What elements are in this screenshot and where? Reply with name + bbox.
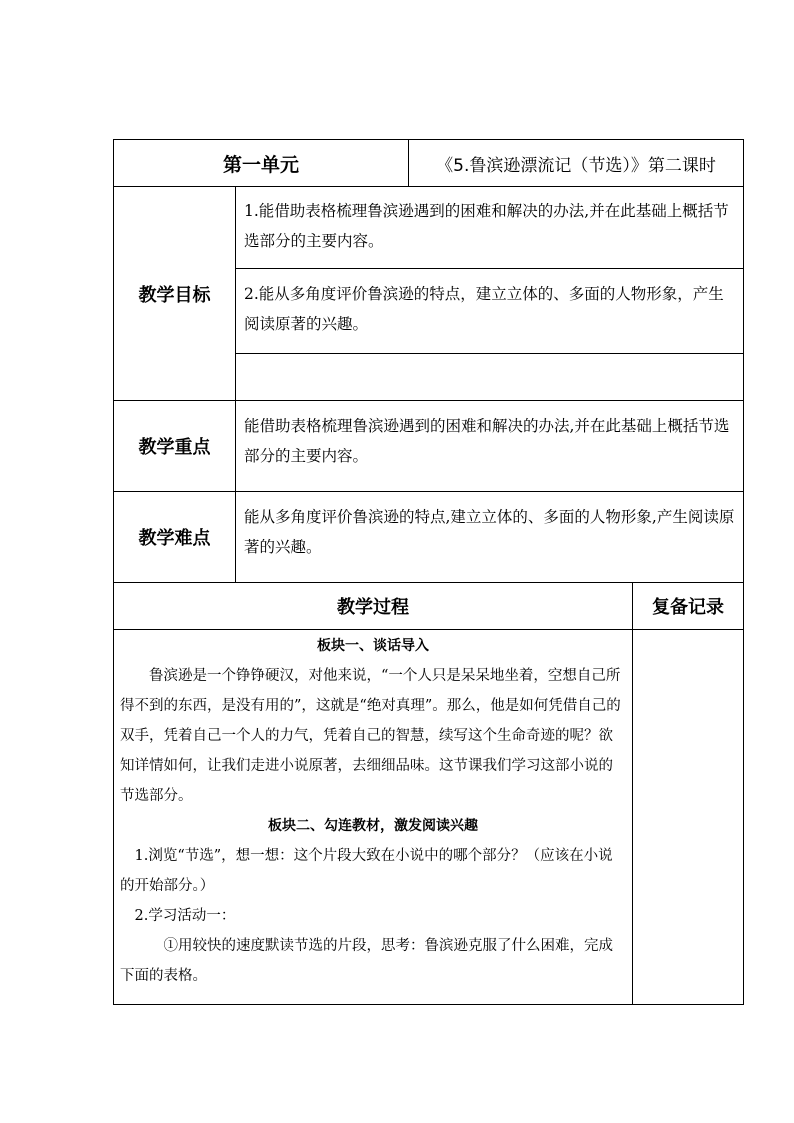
lesson-title: 《5.鲁滨逊漂流记（节选）》第二课时: [436, 155, 716, 176]
row-divider-obj2: [236, 353, 744, 354]
process-content: [120, 631, 626, 1003]
objective-1: 1.能借助表格梳理鲁滨逊遇到的困难和解决的办法,并在此基础上概括节选部分的主要内容。: [244, 202, 729, 250]
unit-title: 第一单元: [222, 153, 299, 176]
objectives-label: 教学目标: [138, 284, 211, 306]
step-2: 2.学习活动一：: [134, 908, 236, 924]
process-label: 教学过程: [337, 597, 409, 618]
difficulties-label: 教学难点: [138, 528, 211, 549]
notes-label: 复备记录: [652, 597, 724, 618]
section1-text: 鲁滨逊是一个铮铮硬汉，对他来说，“一个人只是呆呆地坐着，空想自己所得不到的东西，是没有用的”，这就是“绝对真理”。那么，他是如何凭借自己的双手，凭着自己一个人的力气，凭着自己的智慧，续写这个生命奇迹的呢？欲知详情如何，让我们走进小说原著，去细细品味。这节课我们学习这部小说的节选部分。: [120, 668, 621, 804]
notes-column-divider: [632, 582, 633, 1004]
section1-title: 板块一、谈话导入: [317, 638, 429, 654]
row-divider-process-header: [113, 629, 744, 630]
table-border-right: [743, 139, 744, 1005]
key-points-text: 能借助表格梳理鲁滨逊遇到的困难和解决的办法,并在此基础上概括节选部分的主要内容。: [244, 417, 730, 465]
table-border-bottom: [113, 1004, 744, 1005]
step-1: 1.浏览“节选”，想一想：这个片段大致在小说中的哪个部分？（应该在小说的开始部分。）: [120, 848, 613, 894]
section2-title: 板块二、勾连教材，激发阅读兴趣: [268, 818, 478, 834]
difficulties-text: 能从多角度评价鲁滨逊的特点,建立立体的、多面的人物形象,产生阅读原著的兴趣。: [244, 508, 735, 556]
key-points-label: 教学重点: [138, 437, 211, 458]
step-2-sub: ①用较快的速度默读节选的片段，思考：鲁滨逊克服了什么困难，完成下面的表格。: [120, 938, 613, 984]
row-divider-obj1: [236, 268, 744, 269]
objective-2: 2.能从多角度评价鲁滨逊的特点，建立立体的、多面的人物形象，产生阅读原著的兴趣。: [244, 285, 724, 333]
